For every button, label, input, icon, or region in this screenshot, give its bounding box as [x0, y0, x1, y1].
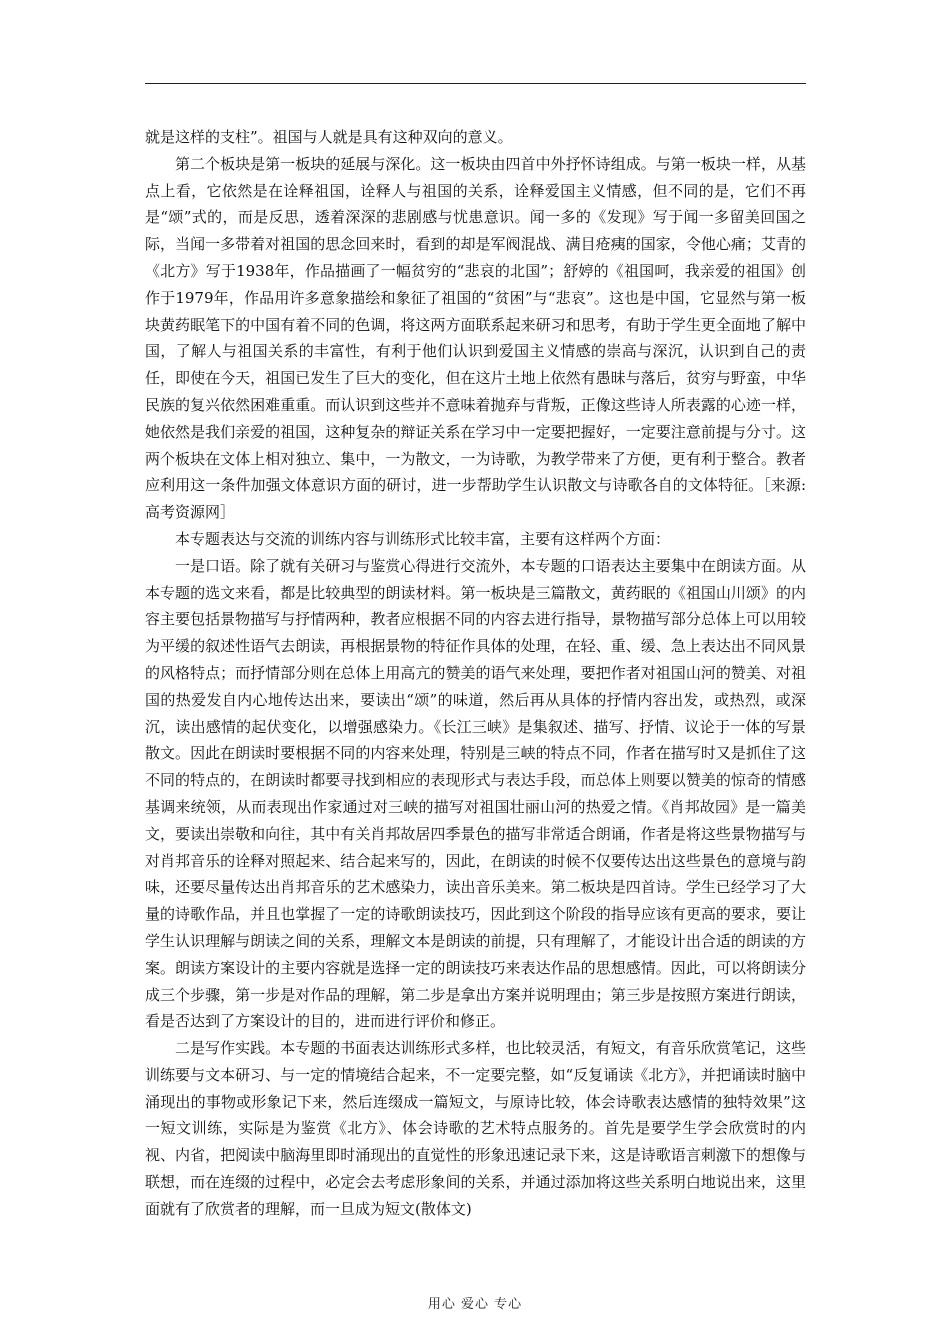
paragraph-writing-practice: 二是写作实践。本专题的书面表达训练形式多样，也比较灵活，有短文，有音乐欣赏笔记，这些训练要与文本研习、与一定的情境结合起来，不一定要完整，如“反复诵读《北方》，并把诵读时脑中涌现出的事物或形象记下来，然后连缀成一篇短文，与原诗比较，体会诗歌表达感情的独特效果”这一短文训练，实际是为鉴赏《北方》、体会诗歌的艺术特点服务的。首先是要学生学会欣赏时的内视、内省，把阅读中脑海里即时涌现出的直觉性的形象迅速记录下来，这是诗歌语言刺激下的想像与联想，而在连缀的过程中，必定会去考虑形象间的关系，并通过添加将这些关系明白地说出来，这里面就有了欣赏者的理解，而一旦成为短文(散体文) [145, 1039, 806, 1218]
paragraph-oral-reading: 一是口语。除了就有关研习与鉴赏心得进行交流外，本专题的口语表达主要集中在朗读方面。从本专题的选文来看，都是比较典型的朗读材料。第一板块是三篇散文，黄药眠的《祖国山川颂》的内容主要包括景物描写与抒情两种，教者应根据不同的内容去进行指导，景物描写部分总体上可以用较为平缓的叙述性语气去朗读，再根据景物的特征作具体的处理，在轻、重、缓、急上表达出不同风景的风格特点；而抒情部分则在总体上用高亢的赞美的语气来处理，要把作者对祖国山河的赞美、对祖国的热爱发自内心地传达出来，要读出“颂”的味道，然后再从具体的抒情内容出发，或热烈，或深沉，读出感情的起伏变化，以增强感染力。《长江三峡》是集叙述、描写、抒情、议论于一体的写景散文。因此在朗读时要根据不同的内容来处理，特别是三峡的特点不同，作者在描写时又是抓住了这不同的特点的，在朗读时都要寻找到相应的表现形式与表达手段，而总体上则要以赞美的惊奇的情感基调来统领，从而表现出作家通过对三峡的描写对祖国壮丽山河的热爱之情。《肖邦故园》是一篇美文，要读出崇敬和向往，其中有关肖邦故居四季景色的描写非常适合朗诵，作者是将这些景物描写与对肖邦音乐的诠释对照起来、结合起来写的，因此，在朗读的时候不仅要传达出这些景色的意境与韵味，还要尽量传达出肖邦音乐的艺术感染力，读出音乐美来。第二板块是四首诗。学生已经学习了大量的诗歌作品，并且也掌握了一定的诗歌朗读技巧，因此到这个阶段的指导应该有更高的要求，要让学生认识理解与朗读之间的关系，理解文本是朗读的前提，只有理解了，才能设计出合适的朗读的方案。朗读方案设计的主要内容就是选择一定的朗读技巧来表达作品的思想感情。因此，可以将朗读分成三个步骤，第一步是对作品的理解，第二步是拿出方案并说明理由；第三步是按照方案进行朗读，看是否达到了方案设计的目的，进而进行评价和修正。 [145, 556, 806, 1031]
header-rule [145, 83, 806, 84]
paragraph-continuation: 就是这样的支柱”。祖国与人就是具有这种双向的意义。 [145, 128, 513, 146]
paragraph-expression-intro: 本专题表达与交流的训练内容与训练形式比较丰富，主要有这样两个方面： [175, 529, 671, 548]
body-text [145, 124, 806, 1223]
paragraph-second-section: 第二个板块是第一板块的延展与深化。这一板块由四首中外抒怀诗组成。与第一板块一样，从基点上看，它依然是在诠释祖国，诠释人与祖国的关系，诠释爱国主义情感，但不同的是，它们不再是“颂”式的，而是反思，透着深深的悲剧感与忧患意识。闻一多的《发现》写于闻一多留美回国之际，当闻一多带着对祖国的思念回来时，看到的却是军阀混战、满目疮痍的国家，令他心痛；艾青的《北方》写于1938年，作品描画了一幅贫穷的“悲哀的北国”；舒婷的《祖国呵，我亲爱的祖国》创作于1979年，作品用许多意象描绘和象征了祖国的“贫困”与“悲哀”。这也是中国，它显然与第一板块黄药眠笔下的中国有着不同的色调，将这两方面联系起来研习和思考，有助于学生更全面地了解中国，了解人与祖国关系的丰富性，有利于他们认识到爱国主义情感的崇高与深沉，认识到自己的责任，即使在今天，祖国已发生了巨大的变化，但在这片土地上依然有愚昧与落后，贫穷与野蛮，中华民族的复兴依然困难重重。而认识到这些并不意味着抛弃与背叛，正像这些诗人所表露的心迹一样，她依然是我们亲爱的祖国，这种复杂的辩证关系在学习中一定要把握好，一定要注意前提与分寸。这两个板块在文体上相对独立、集中，一为散文，一为诗歌，为教学带来了方便，更有利于整合。教者应利用这一条件加强文体意识方面的研讨，进一步帮助学生认识散文与诗歌各自的文体特征。［来源:高考资源网］ [145, 154, 806, 522]
page-footer: 用心 爱心 专心 [427, 1297, 523, 1312]
